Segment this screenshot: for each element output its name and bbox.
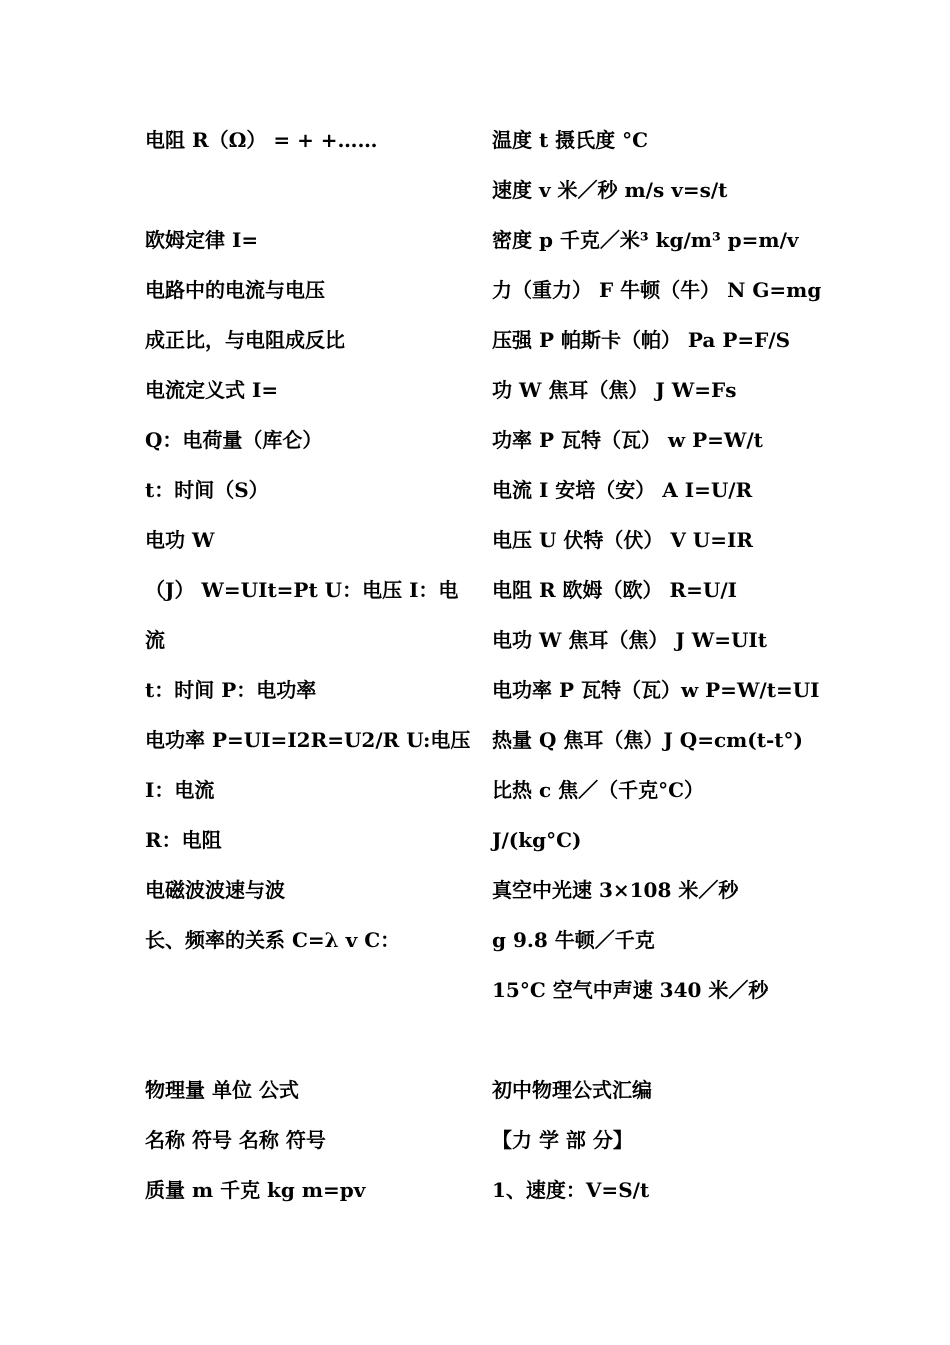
text-line: 15°C 空气中声速 340 米／秒 [492, 978, 769, 1002]
right-column [492, 120, 822, 1220]
text-line: 电阻 R（Ω） = + +…… [145, 128, 378, 152]
text-line: 比热 c 焦／（千克°C） [492, 778, 705, 802]
text-line: 名称 符号 名称 符号 [145, 1128, 326, 1152]
text-line: 密度 p 千克／米³ kg/m³ p=m/v [492, 228, 799, 252]
text-line: 流 [145, 628, 165, 652]
text-line: 电磁波波速与波 [145, 878, 285, 902]
text-line: 电功率 P 瓦特（瓦）w P=W/t=UI [492, 678, 820, 702]
text-line: （J） W=UIt=Pt U：电压 I：电 [145, 578, 459, 602]
text-line: 初中物理公式汇编 [492, 1078, 652, 1102]
text-line: 【力 学 部 分】 [492, 1128, 633, 1152]
blank-line [145, 170, 465, 220]
text-line: 电阻 R 欧姆（欧） R=U/I [492, 578, 737, 602]
left-column-top [145, 120, 471, 1220]
text-line: 速度 v 米／秒 m/s v=s/t [492, 178, 728, 202]
text-line: 电功 W 焦耳（焦） J W=UIt [492, 628, 768, 652]
text-line: 热量 Q 焦耳（焦）J Q=cm(t-t°) [492, 728, 803, 752]
text-line: Q：电荷量（库仑） [145, 428, 323, 452]
text-line: 物理量 单位 公式 [145, 1078, 299, 1102]
text-line: 真空中光速 3×108 米／秒 [492, 878, 739, 902]
text-line: t：时间 P：电功率 [145, 678, 317, 702]
text-line: J/(kg°C) [492, 828, 582, 852]
text-line: I：电流 [145, 778, 215, 802]
text-line: 质量 m 千克 kg m=pv [145, 1178, 366, 1202]
text-line: 成正比，与电阻成反比 [145, 328, 345, 352]
text-line: g 9.8 牛顿／千克 [492, 928, 655, 952]
text-line: 电功 W [145, 528, 215, 552]
text-line: 电流 I 安培（安） A I=U/R [492, 478, 753, 502]
text-line: 力（重力） F 牛顿（牛） N G=mg [492, 278, 822, 302]
text-line: t：时间（S） [145, 478, 269, 502]
text-line: 压强 P 帕斯卡（帕） Pa P=F/S [492, 328, 791, 352]
text-line: 电流定义式 I= [145, 378, 279, 402]
text-line: 欧姆定律 I= [145, 228, 259, 252]
blank-line [145, 1020, 465, 1070]
text-line: 功 W 焦耳（焦） J W=Fs [492, 378, 737, 402]
text-line: 功率 P 瓦特（瓦） w P=W/t [492, 428, 763, 452]
text-line: 长、频率的关系 C=λ v C： [145, 928, 401, 952]
blank-line [492, 1020, 822, 1070]
blank-line [145, 970, 465, 1020]
text-line: R：电阻 [145, 828, 222, 852]
text-line: 1、速度：V=S/t [492, 1178, 650, 1202]
text-line: 温度 t 摄氏度 °C [492, 128, 649, 152]
text-line: 电压 U 伏特（伏） V U=IR [492, 528, 753, 552]
text-line: 电路中的电流与电压 [145, 278, 325, 302]
text-line: 电功率 P=UI=I2R=U2/R U:电压 [145, 728, 471, 752]
